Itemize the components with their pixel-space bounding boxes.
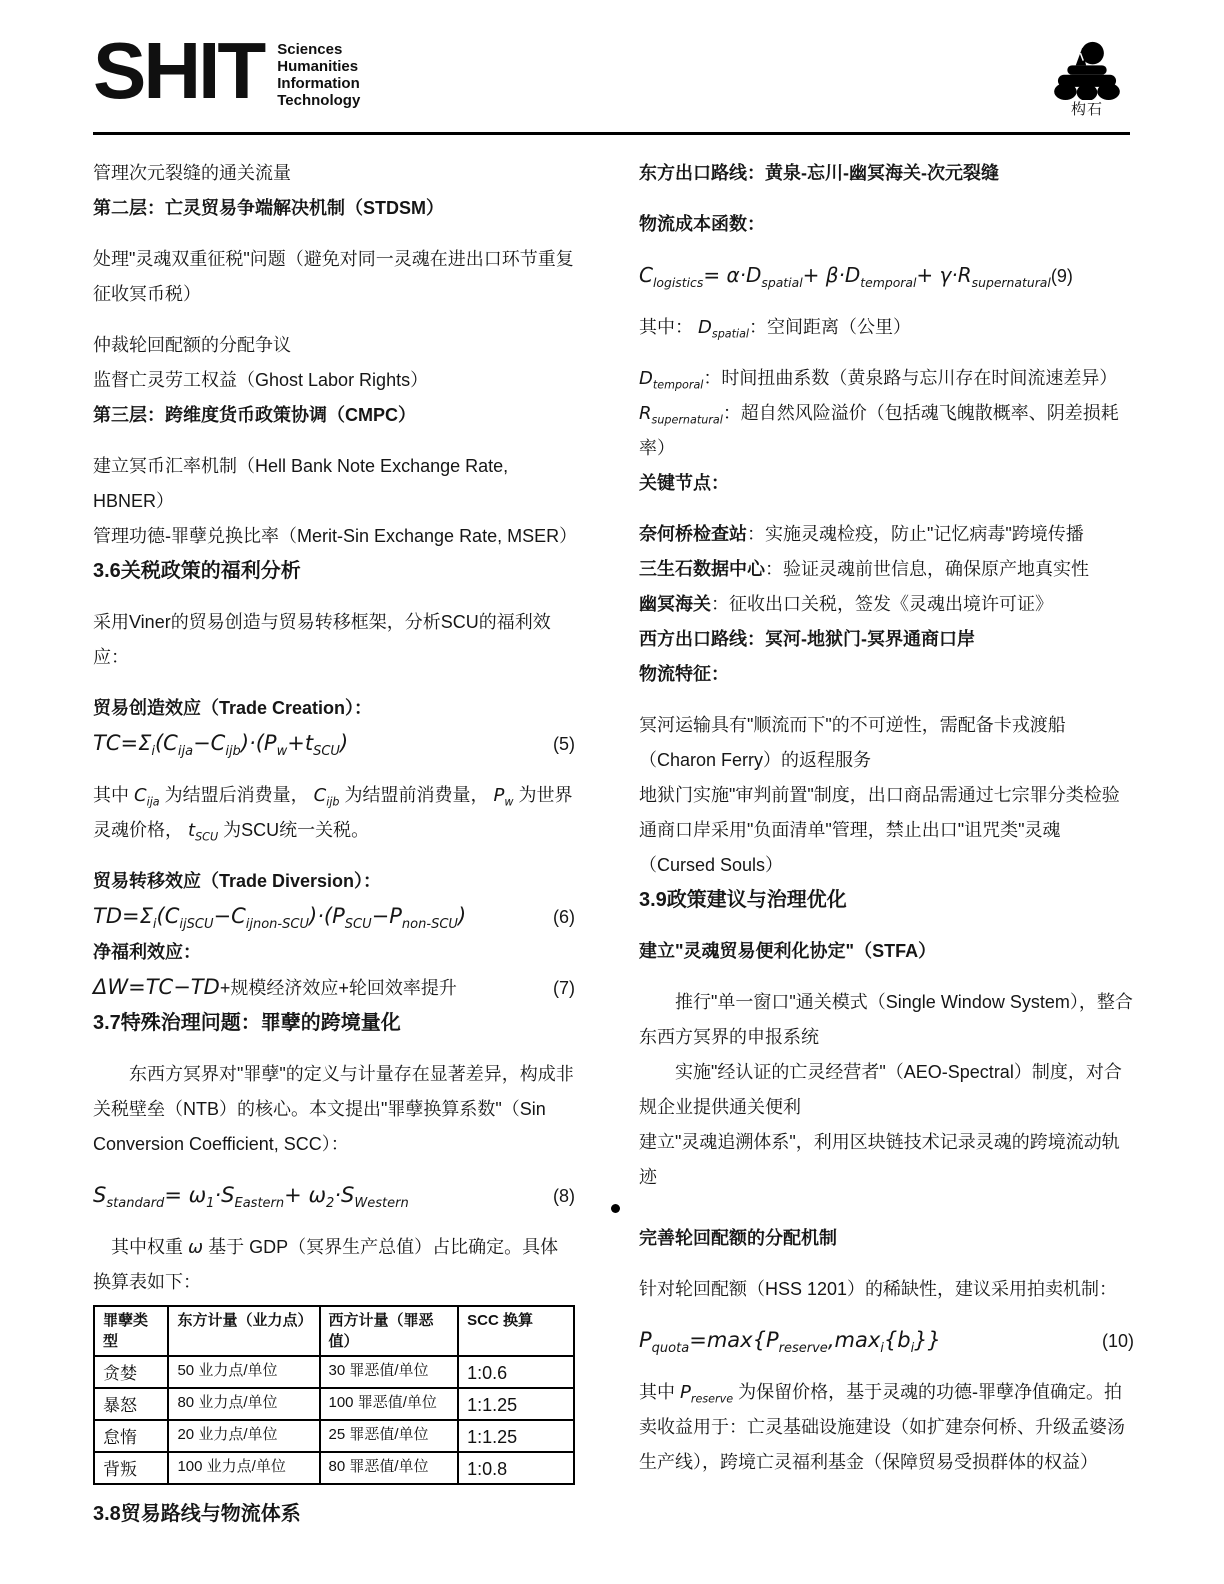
heading-eastern-export-route: 东方出口路线：黄泉-忘川-幽冥海关-次元裂缝 (639, 163, 999, 183)
equation-6-formula: $TD=\Sigma_i(C_{ijSCU}-C_{ijnon-SCU})\cdot(P_{SCU}-P_{non-SCU})$ (93, 904, 467, 933)
journal-logo: SHIT (93, 26, 264, 115)
table-header-cell: 东方计量（业力点） (168, 1306, 319, 1356)
table-cell: 30 罪恶值/单位 (320, 1356, 459, 1388)
paragraph-d-spatial: 其中： $D_{spatial}$：空间距离（公里） (639, 317, 912, 341)
equation-7-number: (7) (553, 978, 575, 998)
equation-5 (93, 726, 575, 762)
paragraph-aeo-spectral: 实施"经认证的亡灵经营者"（AEO-Spectral）制度，对合规企业提供通关便利 (639, 1062, 1122, 1117)
heading-stfa: 建立"灵魂贸易便利化协定"（STFA） (639, 941, 937, 961)
paragraph-sansheng-data-center: 三生石数据中心：验证灵魂前世信息，确保原产地真实性 (639, 559, 1089, 579)
paragraph-viner-framework: 采用Viner的贸易创造与贸易转移框架，分析SCU的福利效应： (93, 612, 551, 667)
equation-7-formula: ΔW=TC−TD+规模经济效应+轮回效率提升 (93, 975, 457, 999)
heading-net-welfare: 净福利效应： (93, 942, 201, 962)
paragraph-naihe-bridge-checkpoint: 奈何桥检查站：实施灵魂检疫，防止"记忆病毒"跨境传播 (639, 524, 1084, 544)
equation-7 (93, 970, 575, 1006)
table-cell: 80 罪恶值/单位 (320, 1452, 459, 1484)
heading-logistics-cost-function: 物流成本函数： (639, 214, 765, 234)
paragraph-styx-transport: 冥河运输具有"顺流而下"的不可逆性，需配备卡戎渡船（Charon Ferry）的返程服务 (639, 715, 1066, 770)
table-cell: 1:0.8 (458, 1452, 574, 1484)
equation-8-formula: $S_{standard}= \omega_1\cdot S_{Eastern}+ \omega_2\cdot S_{Western}$ (93, 1183, 409, 1212)
table-cell: 100 业力点/单位 (168, 1452, 319, 1484)
equation-6-number: (6) (553, 907, 575, 927)
table-header-cell: 西方计量（罪恶值） (320, 1306, 459, 1356)
table-cell: 20 业力点/单位 (168, 1420, 319, 1452)
publisher-mark (1044, 40, 1130, 119)
list-bullet-row (639, 1195, 1134, 1221)
heading-layer2-stdsm: 第二层：亡灵贸易争端解决机制（STDSM） (93, 198, 444, 218)
paragraph-ghost-labor: 监督亡灵劳工权益（Ghost Labor Rights） (93, 370, 429, 390)
table-row (94, 1388, 574, 1420)
table-row (94, 1452, 574, 1484)
stone-cairn-icon (1053, 40, 1121, 100)
publisher-mark-label: 构石 (1070, 101, 1103, 118)
paragraph-netherworld-customs: 幽冥海关：征收出口关税，签发《灵魂出境许可证》 (639, 594, 1053, 614)
paragraph-gdp-weights: 其中权重 ω 基于 GDP（冥界生产总值）占比确定。具体换算表如下： (93, 1237, 559, 1292)
equation-5-number: (5) (553, 734, 575, 754)
paragraph-eq5-variables: 其中 $C_{ija}$ 为结盟后消费量， $C_{ijb}$ 为结盟前消费量， $P_w$ 为世界灵魂价格， $t_{SCU}$ 为SCU统一关税。 (93, 785, 573, 844)
table-cell: 80 业力点/单位 (168, 1388, 319, 1420)
heading-key-nodes: 关键节点： (639, 473, 729, 493)
paragraph-negative-list-port: 通商口岸采用"负面清单"管理，禁止出口"诅咒类"灵魂（Cursed Souls） (639, 820, 1061, 875)
paragraph-double-taxation: 处理"灵魂双重征税"问题（避免对同一灵魂在进出口环节重复征收冥币税） (93, 249, 574, 304)
paragraph-mser: 管理功德-罪孽兑换比率（Merit-Sin Exchange Rate, MSER） (93, 526, 578, 546)
left-column (93, 156, 578, 1532)
brand-word-sciences: Sciences (277, 41, 343, 58)
brand-word-humanities: Humanities (277, 58, 359, 75)
journal-brand (93, 26, 361, 115)
journal-header (0, 0, 1224, 119)
table-row (94, 1420, 574, 1452)
bullet-icon (611, 1204, 620, 1213)
table-header-cell: SCC 换算 (458, 1306, 574, 1356)
table-cell: 1:1.25 (458, 1420, 574, 1452)
section-heading-3-8: 3.8贸易路线与物流体系 (93, 1503, 301, 1525)
paragraph-d-temporal: $D_{temporal}$：时间扭曲系数（黄泉路与忘川存在时间流速差异） (639, 368, 1118, 392)
equation-9 (639, 258, 1134, 294)
table-cell: 暴怒 (94, 1388, 168, 1420)
paragraph-soul-traceability: 建立"灵魂追溯体系"，利用区块链技术记录灵魂的跨境流动轨迹 (639, 1132, 1120, 1187)
equation-5-formula: $TC=\Sigma_i(C_{ija}-C_{ijb})\cdot(P_w+t_{SCU})$ (93, 731, 349, 760)
paragraph-sin-quantification: 东西方冥界对"罪孽"的定义与计量存在显著差异，构成非关税壁垒（NTB）的核心。本文提出"罪孽换算系数"（Sin Conversion Coefficient, SCC）： (93, 1064, 574, 1154)
table-cell: 50 业力点/单位 (168, 1356, 319, 1388)
equation-8 (93, 1178, 575, 1214)
equation-10-number: (10) (1101, 1331, 1134, 1351)
table-cell: 怠惰 (94, 1420, 168, 1452)
paragraph-hellgate-inspection: 地狱门实施"审判前置"制度，出口商品需通过七宗罪分类检验 (639, 785, 1120, 805)
heading-trade-creation: 贸易创造效应（Trade Creation）： (93, 698, 373, 718)
table-row (94, 1356, 574, 1388)
paragraph-arbitration: 仲裁轮回配额的分配争议 (93, 335, 291, 355)
section-heading-3-9: 3.9政策建议与治理优化 (639, 889, 847, 911)
heading-logistics-features: 物流特征： (639, 664, 729, 684)
equation-10 (639, 1323, 1134, 1359)
equation-10-formula: $P_{quota}=\max\{P_{reserve},\max_i\{b_i\}\}$ (639, 1328, 941, 1357)
section-heading-3-6: 3.6关税政策的福利分析 (93, 560, 301, 582)
table-cell: 25 罪恶值/单位 (320, 1420, 459, 1452)
article-body (0, 135, 1224, 1532)
paragraph-hbner: 建立冥币汇率机制（Hell Bank Note Exchange Rate, HBNER） (93, 456, 509, 511)
paragraph-rift-flow: 管理次元裂缝的通关流量 (93, 163, 291, 183)
table-cell: 1:1.25 (458, 1388, 574, 1420)
equation-9-formula: $C_{logistics}= \alpha\cdot D_{spatial}+ \beta\cdot D_{temporal}+ \gamma\cdot R_{supernatural}(9)$ (639, 263, 1073, 290)
heading-western-export-route: 西方出口路线：冥河-地狱门-冥界通商口岸 (639, 629, 975, 649)
equation-6 (93, 899, 575, 935)
table-cell: 100 罪恶值/单位 (320, 1388, 459, 1420)
scc-conversion-table (93, 1305, 575, 1485)
brand-word-technology: Technology (277, 92, 361, 109)
heading-quota-mechanism: 完善轮回配额的分配机制 (639, 1228, 837, 1248)
heading-layer3-cmpc: 第三层：跨维度货币政策协调（CMPC） (93, 405, 416, 425)
table-cell: 贪婪 (94, 1356, 168, 1388)
heading-trade-diversion: 贸易转移效应（Trade Diversion）： (93, 871, 382, 891)
paragraph-reserve-price-note: 其中 $P_{reserve}$ 为保留价格，基于灵魂的功德-罪孽净值确定。拍卖收益用于：亡灵基础设施建设（如扩建奈何桥、升级孟婆汤生产线），跨境亡灵福利基金（保障贸易受损群体的权益） (639, 1382, 1125, 1472)
table-cell: 背叛 (94, 1452, 168, 1484)
table-header-cell: 罪孽类型 (94, 1306, 168, 1356)
paragraph-auction-mechanism: 针对轮回配额（HSS 1201）的稀缺性，建议采用拍卖机制： (639, 1279, 1118, 1299)
paragraph-single-window: 推行"单一窗口"通关模式（Single Window System），整合东西方冥界的申报系统 (639, 992, 1133, 1047)
paragraph-r-supernatural: $R_{supernatural}$：超自然风险溢价（包括魂飞魄散概率、阴差损耗率） (639, 403, 1119, 458)
journal-brand-words (277, 36, 360, 109)
section-heading-3-7: 3.7特殊治理问题：罪孽的跨境量化 (93, 1012, 401, 1034)
brand-word-information: Information (277, 75, 360, 92)
table-cell: 1:0.6 (458, 1356, 574, 1388)
equation-8-number: (8) (553, 1186, 575, 1206)
right-column (639, 156, 1134, 1532)
